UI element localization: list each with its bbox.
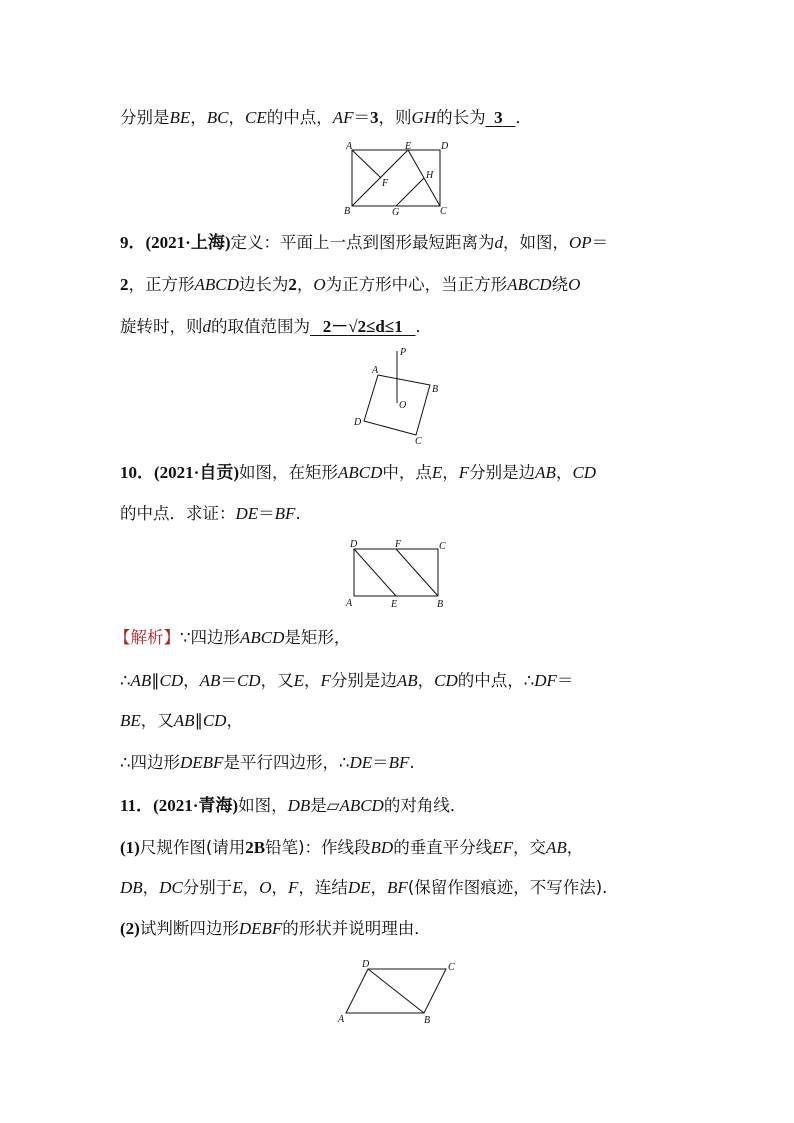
var: E — [431, 463, 443, 482]
label-a: A — [346, 598, 353, 609]
label-b: B — [437, 599, 444, 610]
var: ABCD — [507, 275, 552, 294]
var: AB — [546, 838, 567, 857]
label-h: H — [426, 170, 434, 181]
text: 的中点．求证： — [120, 504, 236, 523]
text: ， — [566, 838, 584, 857]
var: AF — [332, 108, 354, 127]
text: ，交 — [513, 838, 546, 857]
var: CE — [245, 108, 267, 127]
label-b: B — [432, 384, 438, 395]
question-number: 9． — [120, 233, 146, 252]
text: ∴ — [120, 671, 131, 690]
label-b: B — [424, 1015, 431, 1026]
answer-text: 2－ — [322, 317, 349, 336]
text: ． — [515, 108, 532, 127]
var: CD — [434, 671, 458, 690]
var: DEBF — [238, 919, 283, 938]
label-d: D — [362, 959, 370, 970]
var: AB — [130, 671, 152, 690]
q11-line-1 — [120, 792, 680, 820]
text: ， — [271, 878, 288, 897]
text: 的中点， — [266, 108, 333, 127]
var: DB — [120, 878, 143, 897]
number: (1) — [120, 838, 140, 857]
q11-line-2 — [120, 834, 680, 862]
answer-blank — [486, 104, 516, 132]
label-a: A — [346, 141, 353, 152]
text: ， — [226, 711, 243, 730]
text: ∵四边形 — [180, 628, 240, 647]
text: ＝ — [591, 233, 609, 252]
text: ＝ — [353, 108, 371, 127]
var: CD — [202, 711, 227, 730]
text: ∥ — [151, 671, 160, 690]
text: ， — [442, 463, 459, 482]
text: 如图，在矩形 — [239, 463, 338, 482]
var: GH — [411, 108, 437, 127]
var: ABCD — [194, 275, 239, 294]
text: ， — [190, 108, 207, 127]
text: ＝ — [258, 504, 275, 523]
var: DB — [287, 796, 311, 815]
var: DC — [159, 878, 183, 897]
answer-blank — [310, 313, 415, 341]
q9-line-1 — [120, 229, 680, 257]
text: ， — [183, 671, 200, 690]
var: BC — [206, 108, 229, 127]
text: ， — [370, 878, 388, 897]
label-o: O — [399, 400, 407, 411]
label-a: A — [372, 365, 379, 376]
var: ABCD — [338, 463, 383, 482]
var: DE — [235, 504, 259, 523]
var: CD — [236, 671, 261, 690]
var: d — [202, 317, 211, 336]
text: 定义：平面上一点到图形最短距离为 — [230, 233, 495, 252]
number: (2) — [120, 919, 140, 938]
text: (保留作图痕迹，不写作法). — [407, 878, 608, 897]
solution-line-4 — [120, 749, 680, 777]
text: 分别是 — [120, 108, 170, 127]
q11-line-4 — [120, 915, 680, 943]
var: DEBF — [180, 753, 224, 772]
text: ∥ — [194, 711, 203, 730]
var: AB — [199, 671, 221, 690]
var: BF — [388, 753, 410, 772]
text: 的对角线． — [383, 796, 467, 815]
var: AB — [535, 463, 556, 482]
number: 3 — [370, 108, 379, 127]
label-a: A — [338, 1014, 345, 1025]
label-c: C — [440, 206, 447, 217]
text: 的垂直平分线 — [393, 838, 493, 857]
q11-line-3 — [120, 874, 680, 902]
text: ，又 — [260, 671, 294, 690]
label-f: F — [382, 178, 389, 189]
q10-line-2 — [120, 500, 680, 528]
text: 的取值范围为 — [211, 317, 310, 336]
label-c: C — [448, 962, 455, 973]
question-source: (2021·青海) — [153, 796, 239, 815]
text: 旋转时，则 — [120, 317, 203, 336]
label-c: C — [415, 436, 422, 447]
text: 绕 — [551, 275, 569, 294]
var: E — [293, 671, 304, 690]
var: AB — [396, 671, 418, 690]
text: ， — [296, 275, 314, 294]
label-d: D — [350, 539, 358, 550]
var: DE — [347, 878, 371, 897]
var: E — [232, 878, 243, 897]
text: ， — [417, 671, 435, 690]
var: F — [287, 878, 299, 897]
var: O — [568, 275, 581, 294]
text: ，正方形 — [128, 275, 195, 294]
text: 为正方形中心，当正方形 — [325, 275, 508, 294]
text: ＝ — [220, 671, 237, 690]
figure-rectangle-abcd-2 — [344, 537, 452, 611]
text: . — [295, 504, 301, 523]
text: ， — [142, 878, 160, 897]
text: . — [409, 753, 415, 772]
var: DF — [534, 671, 557, 690]
text: 尺规作图(请用 — [139, 838, 246, 857]
label-p: P — [400, 347, 407, 358]
text: ，又 — [140, 711, 174, 730]
number: 2B — [245, 838, 266, 857]
var: DE — [349, 753, 373, 772]
text: 边长为 — [238, 275, 289, 294]
label-d: D — [354, 417, 362, 428]
text: 的中点，∴ — [457, 671, 535, 690]
var: AB — [173, 711, 195, 730]
q10-line-1 — [120, 459, 680, 487]
text: 是▱ — [310, 796, 340, 815]
text: ∴四边形 — [120, 753, 180, 772]
text: ，则 — [378, 108, 412, 127]
var: OP — [569, 233, 592, 252]
text: 的长为 — [436, 108, 486, 127]
text: 中，点 — [382, 463, 432, 482]
text: ， — [303, 671, 321, 690]
text: ． — [415, 317, 432, 336]
number: 2 — [288, 275, 297, 294]
text: 的形状并说明理由． — [282, 919, 431, 938]
text: ，如图， — [503, 233, 569, 252]
var: F — [320, 671, 331, 690]
text: 如图， — [238, 796, 288, 815]
solution-line-2 — [120, 667, 680, 695]
text: ， — [228, 108, 246, 127]
solution-line-1 — [114, 624, 674, 652]
label-g: G — [392, 207, 400, 218]
text: ， — [555, 463, 573, 482]
answer-sqrt: √2 — [348, 317, 367, 336]
var: O — [313, 275, 326, 294]
text: ＝ — [556, 671, 574, 690]
var: BF — [387, 878, 408, 897]
var: BF — [274, 504, 296, 523]
var: ABCD — [240, 628, 285, 647]
text: 分别是边 — [469, 463, 536, 482]
question-number: 10． — [120, 463, 154, 482]
question-source: (2021·自贡) — [154, 463, 239, 482]
var: EF — [492, 838, 513, 857]
var: CD — [159, 671, 184, 690]
q9-line-2 — [120, 271, 680, 299]
q8-answer-line — [120, 104, 680, 132]
var: F — [458, 463, 470, 482]
label-d: D — [441, 141, 449, 152]
label-f: F — [395, 539, 402, 550]
figure-rotated-square — [348, 345, 438, 447]
var: O — [259, 878, 272, 897]
text: 分别是边 — [330, 671, 397, 690]
var: ABCD — [339, 796, 384, 815]
label-e: E — [391, 599, 398, 610]
answer-text: ≤d≤1 — [366, 317, 403, 336]
label-e: E — [405, 141, 412, 152]
var: CD — [572, 463, 597, 482]
text: 铅笔)：作线段 — [265, 838, 371, 857]
rect — [354, 549, 438, 596]
question-number: 11． — [120, 796, 154, 815]
answer-text: 3 — [494, 108, 503, 127]
figure-rectangle-abcd-1 — [340, 138, 455, 218]
figure-parallelogram-abcd — [334, 955, 464, 1027]
solution-line-3 — [120, 707, 680, 735]
text: 是平行四边形，∴ — [223, 753, 350, 772]
var: BD — [370, 838, 394, 857]
var: BE — [169, 108, 191, 127]
text: 分别于 — [182, 878, 233, 897]
text: 是矩形， — [284, 628, 351, 647]
number: 2 — [120, 275, 129, 294]
text: ， — [242, 878, 260, 897]
var: d — [494, 233, 503, 252]
question-source: (2021·上海) — [145, 233, 231, 252]
label-b: B — [344, 206, 351, 217]
q9-line-3 — [120, 313, 680, 341]
label-c: C — [439, 541, 446, 552]
solution-tag: 【解析】 — [114, 628, 180, 647]
text: ＝ — [372, 753, 389, 772]
var: BE — [120, 711, 141, 730]
text: ，连结 — [298, 878, 348, 897]
text: 试判断四边形 — [139, 919, 239, 938]
